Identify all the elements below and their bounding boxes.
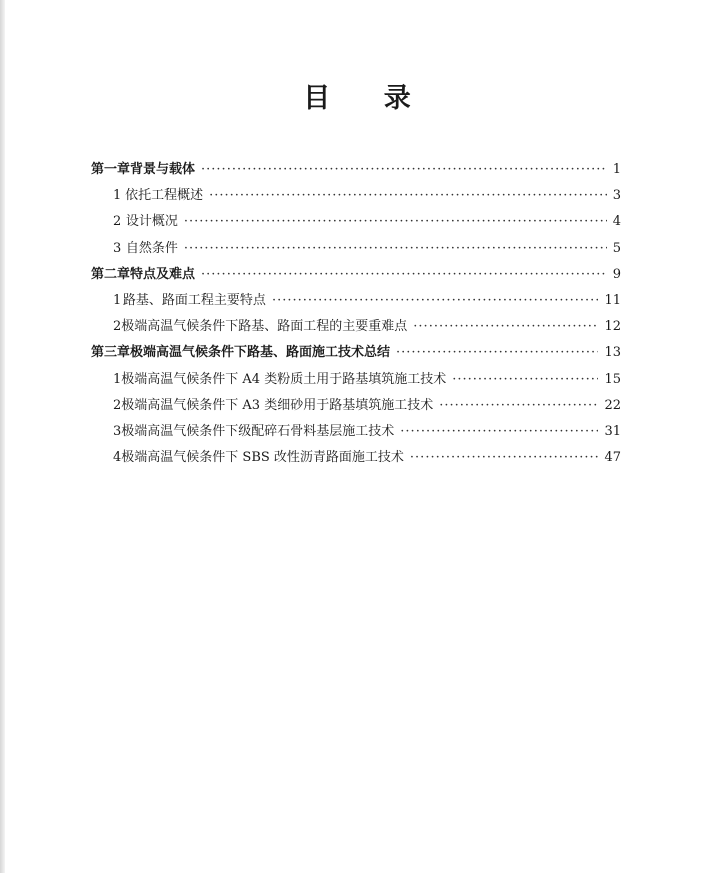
toc-page-number: 13 <box>604 345 621 361</box>
toc-entry-number: 3 <box>113 240 122 256</box>
toc-page-number: 11 <box>604 292 621 308</box>
toc-entry-title: 极端高温气候条件下 A4 类粉质土用于路基填筑施工技术 <box>121 371 447 387</box>
toc-page-number: 3 <box>612 188 621 204</box>
toc-page-number: 15 <box>604 371 621 387</box>
toc-page-number: 31 <box>604 423 621 439</box>
toc-chapter-entry[interactable] <box>91 157 621 183</box>
toc-entry-title: 设计概况 <box>125 214 178 230</box>
toc-dot-leader <box>410 445 599 471</box>
toc-page-number: 12 <box>604 319 621 335</box>
toc-entry-number: 2 <box>113 397 122 413</box>
toc-entry-title: 路基、路面工程主要特点 <box>122 292 266 308</box>
toc-entry-title: 极端高温气候条件下 A3 类细砂用于路基填筑施工技术 <box>121 397 434 413</box>
toc-section-entry[interactable] <box>91 419 621 445</box>
toc-entry-title: 特点及难点 <box>130 266 196 282</box>
toc-entry-title: 极端高温气候条件下路基、路面工程的主要重难点 <box>121 319 408 335</box>
toc-entry-number: 4 <box>113 450 122 466</box>
toc-entry-title: 依托工程概述 <box>125 188 204 204</box>
toc-dot-leader <box>201 157 607 183</box>
toc-section-entry[interactable] <box>91 367 621 393</box>
toc-page-number: 47 <box>604 450 621 466</box>
toc-entry-title: 自然条件 <box>125 240 178 256</box>
toc-chapter-entry[interactable] <box>91 262 621 288</box>
table-of-contents <box>91 157 621 471</box>
toc-entry-number: 1 <box>113 292 122 308</box>
toc-page-number: 22 <box>604 397 621 413</box>
toc-section-entry[interactable] <box>91 183 621 209</box>
toc-entry-number: 1 <box>113 371 122 387</box>
toc-entry-title: 极端高温气候条件下级配碎石骨料基层施工技术 <box>121 423 395 439</box>
toc-entry-number: 第三章 <box>91 345 131 361</box>
toc-dot-leader <box>400 419 598 445</box>
toc-section-entry[interactable] <box>91 445 621 471</box>
toc-entry-title: 极端高温气候条件下路基、路面施工技术总结 <box>130 345 391 361</box>
toc-section-entry[interactable] <box>91 393 621 419</box>
toc-dot-leader <box>184 209 607 235</box>
toc-entry-number: 3 <box>113 423 122 439</box>
toc-section-entry[interactable] <box>91 209 621 235</box>
toc-dot-leader <box>201 262 607 288</box>
toc-dot-leader <box>209 183 607 209</box>
toc-entry-title: 背景与载体 <box>130 162 196 177</box>
toc-entry-number: 2 <box>113 214 122 230</box>
toc-entry-number: 第二章 <box>91 266 131 282</box>
page-left-edge-shadow <box>0 0 5 873</box>
toc-page-number: 9 <box>612 266 621 282</box>
page-title: 目 录 <box>303 83 433 114</box>
toc-dot-leader <box>452 367 598 393</box>
toc-dot-leader <box>413 314 598 340</box>
toc-dot-leader <box>272 288 599 314</box>
toc-page-number: 1 <box>612 162 621 177</box>
toc-entry-number: 第一章 <box>91 162 131 177</box>
toc-entry-number: 1 <box>113 188 122 204</box>
toc-section-entry[interactable] <box>91 314 621 340</box>
toc-chapter-entry[interactable] <box>91 340 621 366</box>
toc-dot-leader <box>396 340 598 366</box>
toc-entry-title: 极端高温气候条件下 SBS 改性沥青路面施工技术 <box>121 450 404 466</box>
toc-section-entry[interactable] <box>91 236 621 262</box>
toc-entry-number: 2 <box>113 319 122 335</box>
toc-dot-leader <box>439 393 598 419</box>
toc-section-entry[interactable] <box>91 288 621 314</box>
toc-page-number: 4 <box>612 214 621 230</box>
toc-dot-leader <box>184 236 607 262</box>
toc-page-number: 5 <box>612 240 621 256</box>
